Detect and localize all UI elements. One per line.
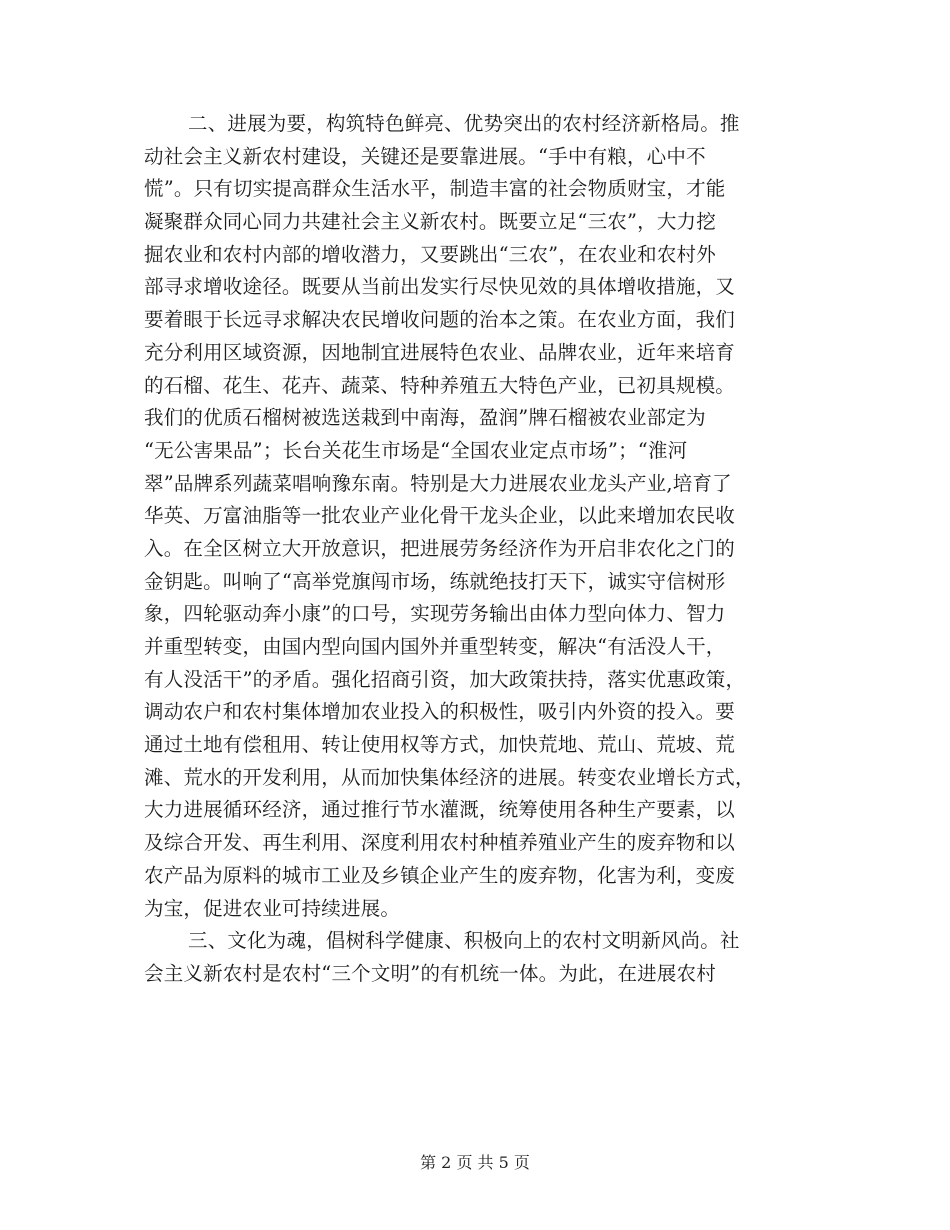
text-line: 二、进展为要，构筑特色鲜亮、优势突出的农村经济新格局。推 bbox=[188, 112, 740, 135]
text-line: 掘农业和农村内部的增收潜力，又要跳出“三农”，在农业和农村外 bbox=[144, 242, 716, 266]
page-footer: 第 2 页 共 5 页 bbox=[420, 1153, 530, 1172]
text-line: 有人没活干”的矛盾。强化招商引资，加大政策扶持，落实优惠政策， bbox=[144, 667, 746, 691]
text-line: 为宝，促进农业可持续进展。 bbox=[144, 896, 401, 920]
text-line: 华英、万富油脂等一批农业产业化骨干龙头企业，以此来增加农民收 bbox=[144, 504, 736, 528]
paragraph bbox=[144, 925, 804, 990]
paragraph bbox=[144, 108, 804, 925]
text-line: 入。在全区树立大开放意识，把进展劳务经济作为开启非农化之门的 bbox=[144, 536, 736, 560]
text-line: 通过土地有偿租用、转让使用权等方式，加快荒地、荒山、荒坡、荒 bbox=[144, 733, 736, 757]
text-line: 象，四轮驱动奔小康”的口号，实现劳务输出由体力型向体力、智力 bbox=[144, 602, 726, 626]
text-line: 三、文化为魂，倡树科学健康、积极向上的农村文明新风尚。社 bbox=[188, 929, 740, 953]
text-line: 充分利用区域资源，因地制宜进展特色农业、品牌农业，近年来培育 bbox=[144, 340, 736, 364]
text-line: 动社会主义新农村建设，关键还是要靠进展。“手中有粮，心中不 bbox=[144, 144, 706, 168]
text-line: 慌”。只有切实提高群众生活水平，制造丰富的社会物质财宝，才能 bbox=[144, 177, 726, 201]
text-line: 及综合开发、再生利用、深度利用农村种植养殖业产生的废弃物和以 bbox=[144, 831, 736, 855]
text-line: 农产品为原料的城市工业及乡镇企业产生的废弃物，化害为利，变废 bbox=[144, 863, 736, 887]
text-line: 大力进展循环经济，通过推行节水灌溉，统筹使用各种生产要素，以 bbox=[144, 798, 736, 822]
text-line: 会主义新农村是农村“三个文明”的有机统一体。为此，在进展农村 bbox=[144, 961, 716, 985]
text-line: “无公害果品”；长台关花生市场是“全国农业定点市场”；“淮河 bbox=[144, 438, 688, 462]
text-line: 凝聚群众同心同力共建社会主义新农村。既要立足“三农”，大力挖 bbox=[144, 210, 716, 234]
text-line: 翠”品牌系列蔬菜唱响豫东南。特别是大力进展农业龙头产业,培育了 bbox=[144, 471, 732, 495]
body-text bbox=[144, 108, 804, 991]
text-line: 要着眼于长远寻求解决农民增收问题的治本之策。在农业方面，我们 bbox=[144, 308, 736, 332]
text-line: 我们的优质石榴树被选送栽到中南海，盈润”牌石榴被农业部定为 bbox=[144, 406, 706, 430]
text-line: 并重型转变，由国内型向国内国外并重型转变，解决“有活没人干， bbox=[144, 635, 726, 658]
text-line: 滩、荒水的开发利用，从而加快集体经济的进展。转变农业增长方式， bbox=[144, 765, 755, 789]
text-line: 的石榴、花生、花卉、蔬菜、特种养殖五大特色产业，已初具规模。 bbox=[144, 373, 736, 397]
text-line: 调动农户和农村集体增加农业投入的积极性，吸引内外资的投入。要 bbox=[144, 700, 736, 724]
text-line: 部寻求增收途径。既要从当前出发实行尽快见效的具体增收措施，又 bbox=[144, 275, 736, 299]
text-line: 金钥匙。叫响了“高举党旗闯市场，练就绝技打天下，诚实守信树形 bbox=[144, 569, 726, 593]
